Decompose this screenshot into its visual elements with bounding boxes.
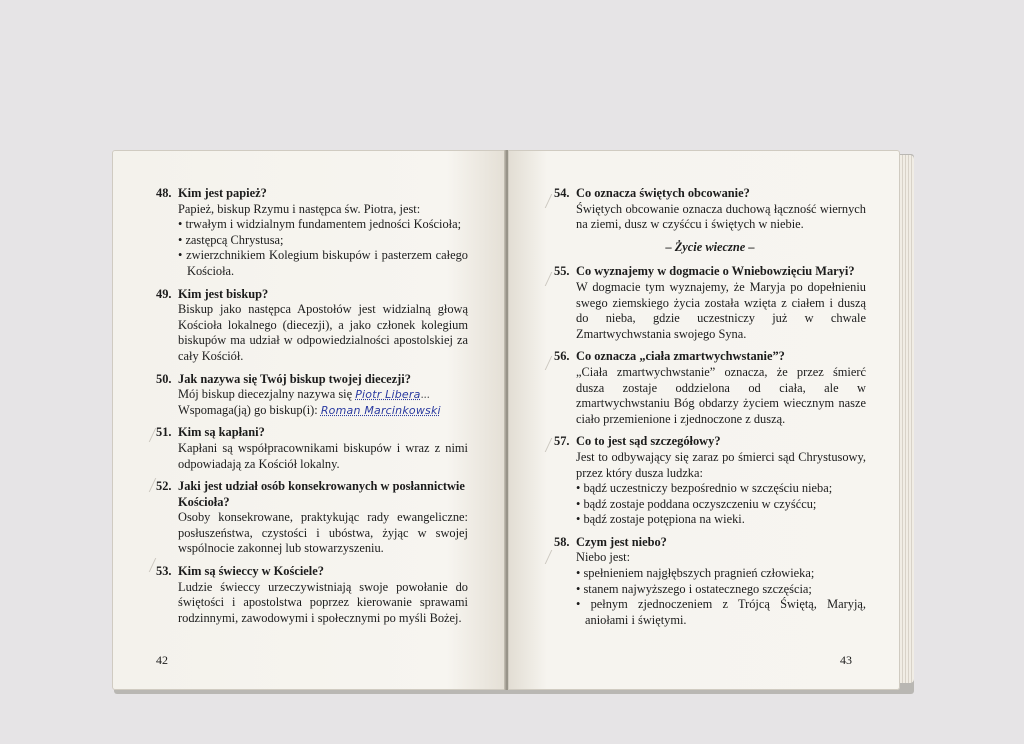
question-number: 50.: [156, 371, 172, 386]
bullet-item: • stanem najwyższego i ostatecznego szczęścia;: [576, 582, 866, 598]
answer-intro: Niebo jest:: [576, 550, 631, 565]
question-title: Kim jest biskup?: [178, 286, 269, 301]
question-48: [156, 186, 468, 280]
question-number: 49.: [156, 286, 172, 301]
question-49: [156, 287, 468, 365]
question-title: Co oznacza świętych obcowanie?: [576, 186, 750, 200]
question-number: 56.: [554, 349, 570, 364]
question-title: Co oznacza „ciała zmartwychwstanie”?: [576, 349, 785, 364]
answer-text: Ludzie świeccy urzeczywistniają swoje powołanie do świętości i apostolstwa poprzez kierowanie sprawami rodzinnymi, zawodowymi i społecznymi po myśli Bożej.: [178, 579, 468, 625]
section-heading: – Życie wieczne –: [665, 239, 755, 254]
question-title: Co wyznajemy w dogmacie o Wniebowzięciu Maryi?: [576, 264, 855, 279]
question-50: [156, 372, 468, 419]
open-booklet: [112, 150, 912, 690]
question-55: [554, 264, 866, 342]
handwritten-auxiliary-name: Roman Marcinkowski: [320, 403, 441, 417]
bullet-item: • bądź zostaje poddana oczyszczeniu w czyśćcu;: [576, 497, 866, 513]
question-number: 55.: [554, 264, 570, 279]
question-title: Jak nazywa się Twój biskup twojej diecezji?: [178, 371, 411, 386]
answer-text: Osoby konsekrowane, praktykując rady ewangeliczne: posłuszeństwa, czystości i ubóstwa, żyjąc w swojej wspólnocie zakonnej lub stowarzyszeniu.: [178, 510, 468, 556]
bishop-line-prefix: Mój biskup diecezjalny nazywa się: [178, 387, 353, 402]
answer-text: „Ciała zmartwychwstanie” oznacza, że przez śmierć dusza zostaje oddzielona od ciała, ale w zmartwychwstaniu Bóg obdarzy życiem wiecznym nasze ciało przemienione i zjednoczone z duszą.: [576, 364, 866, 426]
answer-bullets: [576, 481, 866, 528]
question-number: 58.: [554, 534, 570, 549]
question-number: 53.: [156, 564, 172, 579]
answer-text: W dogmacie tym wyznajemy, że Maryja po dopełnieniu swego ziemskiego życia została wzięta z ciałem i duszą do nieba, gdzie uczestniczy już w chwale Zmartwychwstania swojego Syna.: [576, 279, 866, 341]
page-number: 43: [840, 653, 852, 667]
answer-text: Świętych obcowanie oznacza duchową łączność wiernych na ziemi, dusz w czyśćcu i świętych w niebie.: [576, 201, 866, 232]
question-54: [554, 186, 866, 233]
bullet-item: • trwałym i widzialnym fundamentem jedności Kościoła;: [178, 217, 468, 233]
auxiliary-line: [178, 403, 468, 419]
answer-bullets: [178, 217, 468, 279]
question-title: Kim jest papież?: [178, 186, 267, 200]
bishop-line-dots: ...: [420, 387, 430, 402]
answer-text: Kapłani są współpracownikami biskupów i wraz z nimi odpowiadają za Kościół lokalny.: [178, 440, 468, 471]
question-number: 57.: [554, 434, 570, 449]
question-title: Czym jest niebo?: [576, 534, 667, 549]
bullet-item: • bądź uczestniczy bezpośrednio w szczęściu nieba;: [576, 481, 866, 497]
answer-bullets: [576, 566, 866, 628]
answer-intro: Jest to odbywający się zaraz po śmierci sąd Chrystusowy, przez który dusza ludzka:: [576, 449, 866, 480]
question-number: 54.: [554, 186, 570, 200]
question-number: 48.: [156, 186, 172, 200]
answer-intro: Papież, biskup Rzymu i następca św. Piotra, jest:: [178, 201, 421, 216]
question-number: 52.: [156, 479, 172, 494]
bullet-item: • bądź zostaje potępiona na wieki.: [576, 512, 866, 528]
question-57: [554, 434, 866, 528]
question-title: Kim są świeccy w Kościele?: [178, 564, 324, 579]
bishop-line: [178, 387, 468, 403]
bullet-item: • pełnym zjednoczeniem z Trójcą Świętą, Maryją, aniołami i świętymi.: [576, 597, 866, 628]
answer-text: Biskup jako następca Apostołów jest widzialną głową Kościoła lokalnego (diecezji), a jako członek kolegium biskupów ma udział w odpowiedzialności apostolskiej za cały Kościół.: [178, 302, 468, 363]
bullet-item: • spełnieniem najgłębszych pragnień człowieka;: [576, 566, 866, 582]
right-page: [508, 150, 900, 690]
question-title: Kim są kapłani?: [178, 425, 265, 440]
question-51: [156, 425, 468, 472]
bullet-item: • zastępcą Chrystusa;: [178, 233, 468, 249]
auxiliary-line-prefix: Wspomaga(ją) go biskup(i):: [178, 402, 318, 417]
question-title: Co to jest sąd szczegółowy?: [576, 434, 721, 449]
left-page: [112, 150, 506, 690]
question-56: [554, 349, 866, 427]
left-page-content: [156, 186, 468, 633]
question-number: 51.: [156, 425, 172, 440]
right-page-content: [554, 186, 866, 635]
bullet-item: • zwierzchnikiem Kolegium biskupów i pasterzem całego Kościoła.: [178, 248, 468, 279]
question-title: Jaki jest udział osób konsekrowanych w posłannictwie Kościoła?: [178, 479, 465, 509]
handwritten-bishop-name: Piotr Libera: [355, 388, 421, 402]
page-number: 42: [156, 653, 168, 667]
question-52: [156, 479, 468, 557]
question-53: [156, 564, 468, 626]
question-58: [554, 535, 866, 629]
